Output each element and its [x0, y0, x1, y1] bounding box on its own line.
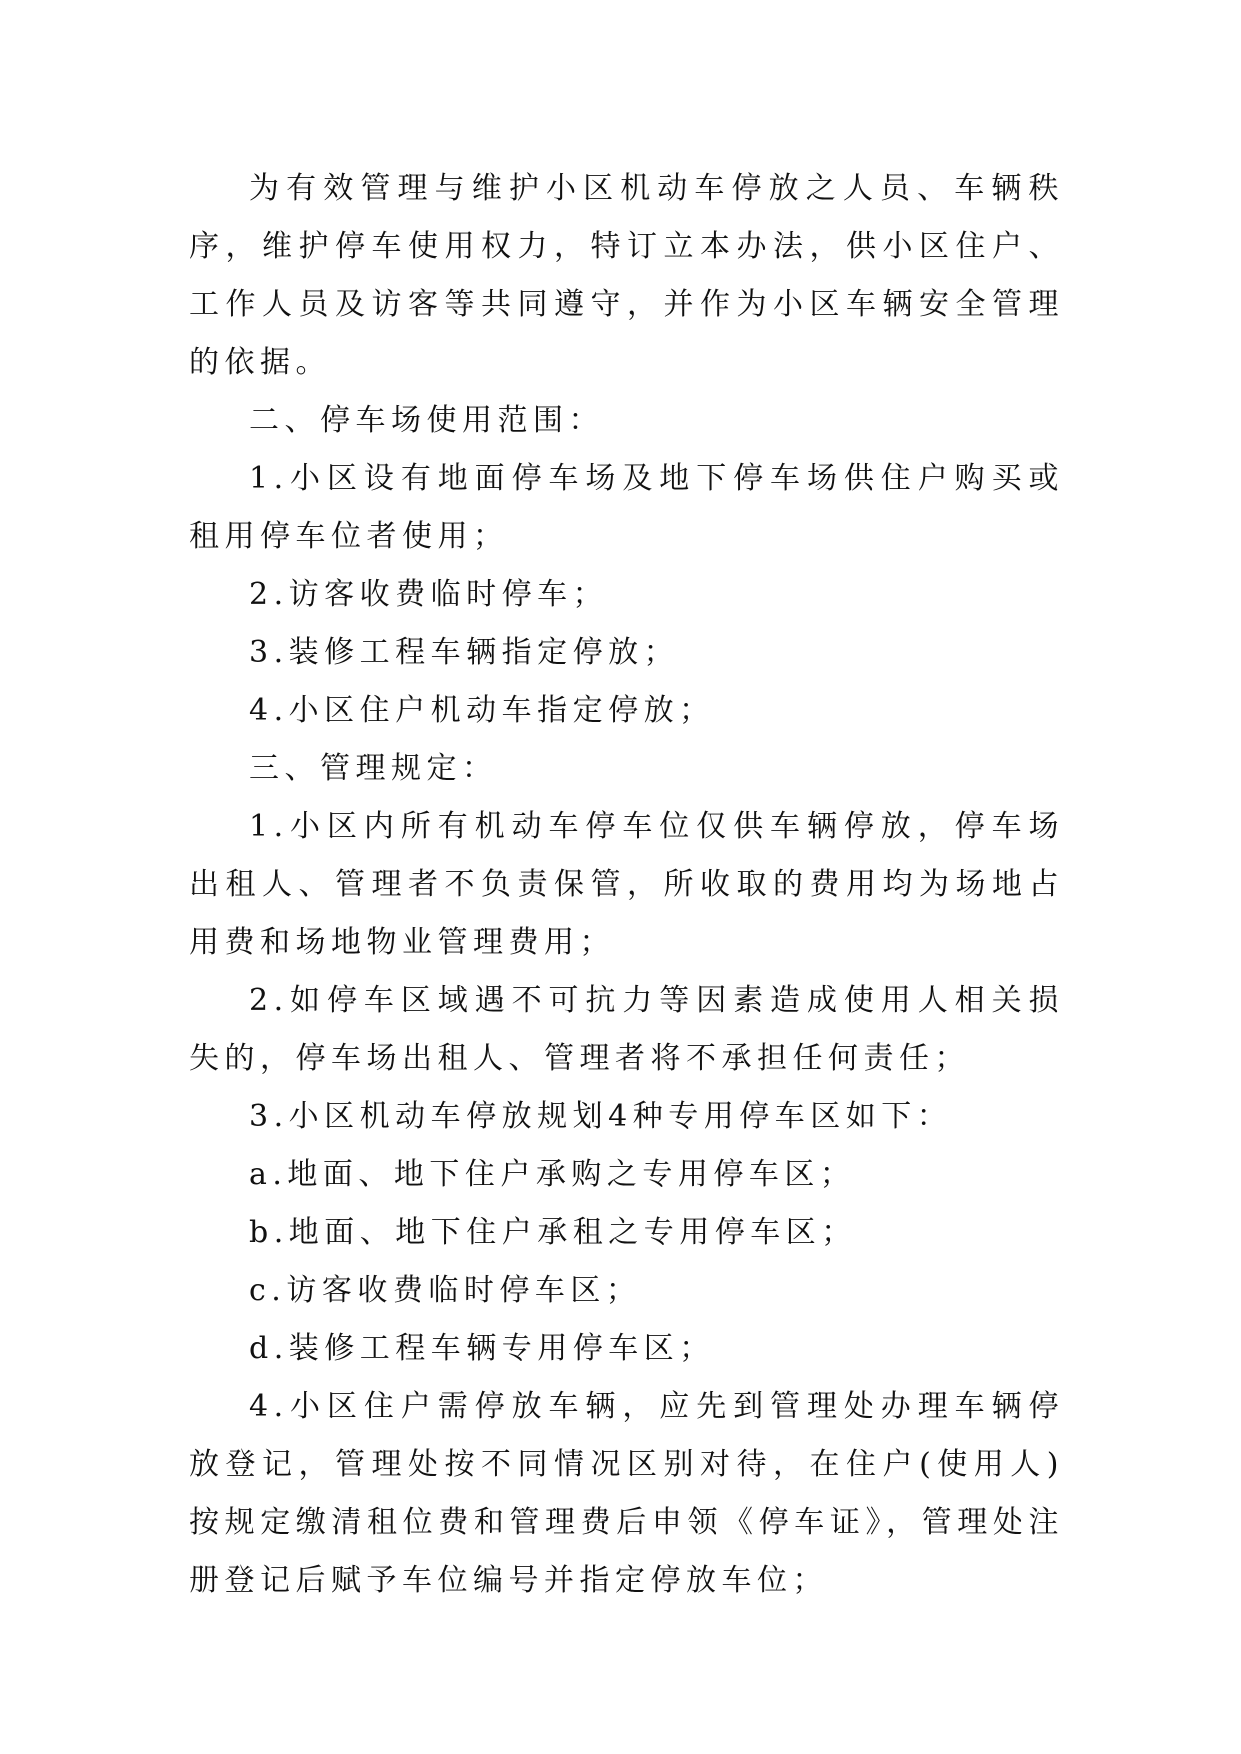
list-item: 3.小区机动车停放规划4种专用停车区如下：: [249, 1099, 953, 1134]
intro-paragraph: 为有效管理与维护小区机动车停放之人员、车辆秩序，维护停车使用权力，特订立本办法，供小区住户、工作人员及访客等共同遵守，并作为小区车辆安全管理的依据。: [189, 171, 1064, 380]
list-item: 4.小区住户需停放车辆，应先到管理处办理车辆停放登记，管理处按不同情况区别对待，在住户(使用人)按规定缴清租位费和管理费后申领《停车证》，管理处注册登记后赋予车位编号并指定停放车位；: [189, 1389, 1064, 1598]
sub-list-item: a.地面、地下住户承购之专用停车区；: [249, 1157, 856, 1192]
sub-list-item: c.访客收费临时停车区；: [249, 1273, 642, 1308]
section-heading-parking-scope: 二、停车场使用范围：: [249, 403, 604, 438]
list-item: 1.小区设有地面停车场及地下停车场供住户购买或租用停车位者使用；: [189, 461, 1064, 554]
list-item: 3.装修工程车辆指定停放；: [249, 635, 680, 670]
document-body: [189, 160, 1064, 1610]
section-heading-management-rules: 三、管理规定：: [249, 751, 498, 786]
sub-list-item: d.装修工程车辆专用停车区；: [249, 1331, 715, 1366]
list-item: 1.小区内所有机动车停车位仅供车辆停放，停车场出租人、管理者不负责保管，所收取的费用均为场地占用费和场地物业管理费用；: [189, 809, 1064, 960]
list-item: 2.如停车区域遇不可抗力等因素造成使用人相关损失的，停车场出租人、管理者将不承担任何责任；: [189, 983, 1064, 1076]
list-item: 2.访客收费临时停车；: [249, 577, 609, 612]
sub-list-item: b.地面、地下住户承租之专用停车区；: [249, 1215, 857, 1250]
list-item: 4.小区住户机动车指定停放；: [249, 693, 715, 728]
